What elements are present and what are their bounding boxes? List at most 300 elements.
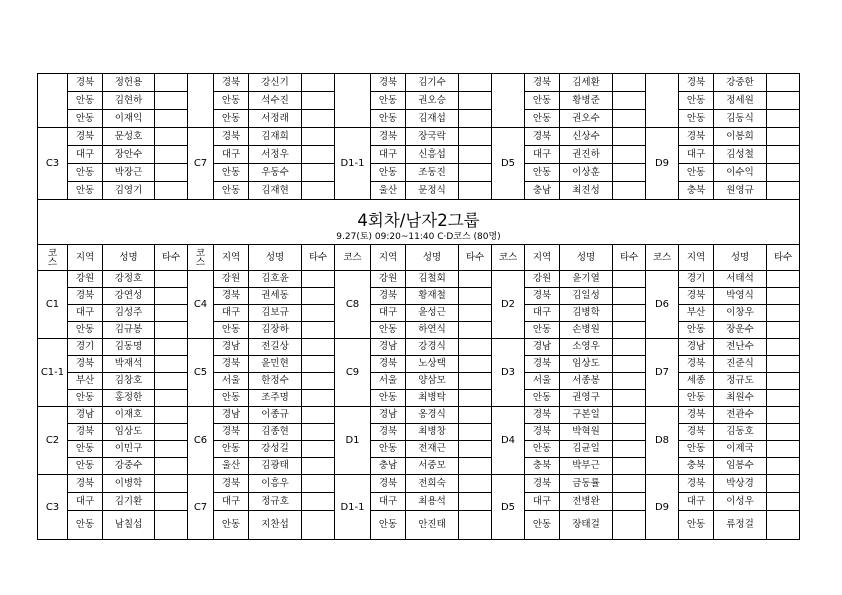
name-cell: 강연성 xyxy=(103,288,155,305)
score-cell[interactable] xyxy=(155,182,188,200)
column-header: 코스 xyxy=(335,245,371,271)
course-cell: D2 xyxy=(492,271,525,339)
region-cell: 안동 xyxy=(525,511,560,540)
score-cell[interactable] xyxy=(155,146,188,164)
region-cell: 안동 xyxy=(371,92,406,110)
name-cell: 홍정한 xyxy=(103,390,155,407)
course-cell: D9 xyxy=(646,475,679,540)
score-cell[interactable] xyxy=(613,475,646,493)
score-cell[interactable] xyxy=(302,322,335,339)
name-cell: 전재근 xyxy=(406,441,459,458)
score-cell[interactable] xyxy=(767,441,800,458)
name-cell: 서정래 xyxy=(249,110,302,128)
course-cell: D5 xyxy=(492,128,525,200)
region-cell: 경기 xyxy=(68,339,103,356)
region-cell: 경북 xyxy=(214,74,249,92)
score-cell[interactable] xyxy=(155,390,188,407)
score-cell[interactable] xyxy=(767,322,800,339)
name-cell: 최진성 xyxy=(560,182,613,200)
region-cell: 서울 xyxy=(371,373,406,390)
score-cell[interactable] xyxy=(613,74,646,92)
name-cell: 김세환 xyxy=(560,74,613,92)
name-cell: 전길상 xyxy=(249,339,302,356)
score-cell[interactable] xyxy=(613,288,646,305)
course-cell: D5 xyxy=(492,475,525,540)
region-cell: 대구 xyxy=(371,493,406,511)
region-cell: 서울 xyxy=(214,373,249,390)
score-cell[interactable] xyxy=(459,110,492,128)
score-cell[interactable] xyxy=(302,164,335,182)
region-cell: 안동 xyxy=(214,164,249,182)
course-cell: D9 xyxy=(646,128,679,200)
score-cell[interactable] xyxy=(302,110,335,128)
name-cell: 김일성 xyxy=(560,288,613,305)
region-cell: 안동 xyxy=(214,182,249,200)
region-cell: 안동 xyxy=(679,441,714,458)
region-cell: 경북 xyxy=(679,407,714,424)
score-cell[interactable] xyxy=(613,182,646,200)
score-cell[interactable] xyxy=(613,511,646,540)
score-cell[interactable] xyxy=(459,475,492,493)
region-cell: 충북 xyxy=(525,458,560,475)
name-cell: 김균일 xyxy=(560,441,613,458)
region-cell: 대구 xyxy=(371,146,406,164)
course-cell: C1-1 xyxy=(38,339,68,407)
score-cell[interactable] xyxy=(302,511,335,540)
score-cell[interactable] xyxy=(459,458,492,475)
score-cell[interactable] xyxy=(155,74,188,92)
region-cell: 대구 xyxy=(214,305,249,322)
score-cell[interactable] xyxy=(302,74,335,92)
score-cell[interactable] xyxy=(459,322,492,339)
table-row xyxy=(38,164,800,182)
score-cell[interactable] xyxy=(459,441,492,458)
score-cell[interactable] xyxy=(767,164,800,182)
column-header: 성명 xyxy=(560,245,613,271)
region-cell: 안동 xyxy=(68,92,103,110)
score-cell[interactable] xyxy=(302,288,335,305)
name-cell: 강중수 xyxy=(103,458,155,475)
score-cell[interactable] xyxy=(613,339,646,356)
name-cell: 장국락 xyxy=(406,128,459,146)
score-cell[interactable] xyxy=(613,322,646,339)
region-cell: 안동 xyxy=(525,390,560,407)
region-cell: 안동 xyxy=(679,92,714,110)
course-cell xyxy=(492,74,525,128)
score-cell[interactable] xyxy=(302,373,335,390)
score-cell[interactable] xyxy=(155,110,188,128)
region-cell: 안동 xyxy=(214,92,249,110)
name-cell: 황병준 xyxy=(560,92,613,110)
score-cell[interactable] xyxy=(155,271,188,288)
region-cell: 경기 xyxy=(679,271,714,288)
name-cell: 김기환 xyxy=(103,493,155,511)
region-cell: 대구 xyxy=(68,305,103,322)
score-cell[interactable] xyxy=(302,493,335,511)
table-row xyxy=(38,407,800,424)
name-cell: 손병원 xyxy=(560,322,613,339)
name-cell: 조주명 xyxy=(249,390,302,407)
region-cell: 안동 xyxy=(214,441,249,458)
table-row xyxy=(38,110,800,128)
score-cell[interactable] xyxy=(767,424,800,441)
region-cell: 안동 xyxy=(68,390,103,407)
region-cell: 경남 xyxy=(214,407,249,424)
session-info: 9.27(토) 09:20~11:40 C·D코스 (80명) xyxy=(38,231,800,245)
region-cell: 경북 xyxy=(68,288,103,305)
score-cell[interactable] xyxy=(302,271,335,288)
score-cell[interactable] xyxy=(459,339,492,356)
region-cell: 경북 xyxy=(68,424,103,441)
score-cell[interactable] xyxy=(459,305,492,322)
name-cell: 김성주 xyxy=(103,305,155,322)
table-row xyxy=(38,373,800,390)
region-cell: 안동 xyxy=(68,441,103,458)
region-cell: 경북 xyxy=(679,128,714,146)
score-cell[interactable] xyxy=(767,288,800,305)
name-cell: 류정걸 xyxy=(714,511,767,540)
score-cell[interactable] xyxy=(459,288,492,305)
score-cell[interactable] xyxy=(459,407,492,424)
name-cell: 전관수 xyxy=(714,407,767,424)
score-cell[interactable] xyxy=(767,110,800,128)
region-cell: 안동 xyxy=(525,164,560,182)
score-cell[interactable] xyxy=(155,493,188,511)
course-cell: C4 xyxy=(188,271,214,339)
region-cell: 대구 xyxy=(679,146,714,164)
region-cell: 안동 xyxy=(371,322,406,339)
region-cell: 경북 xyxy=(525,356,560,373)
region-cell: 대구 xyxy=(525,493,560,511)
region-cell: 경북 xyxy=(525,288,560,305)
course-cell: D1-1 xyxy=(335,475,371,540)
score-cell[interactable] xyxy=(767,493,800,511)
region-cell: 경북 xyxy=(371,475,406,493)
score-cell[interactable] xyxy=(767,511,800,540)
name-cell: 신흥섭 xyxy=(406,146,459,164)
name-cell: 권오수 xyxy=(560,110,613,128)
region-cell: 안동 xyxy=(214,110,249,128)
score-cell[interactable] xyxy=(613,373,646,390)
score-cell[interactable] xyxy=(459,182,492,200)
column-header: 타수 xyxy=(613,245,646,271)
region-cell: 경북 xyxy=(679,356,714,373)
score-cell[interactable] xyxy=(613,424,646,441)
score-cell[interactable] xyxy=(155,305,188,322)
score-cell[interactable] xyxy=(767,182,800,200)
region-cell: 경북 xyxy=(214,128,249,146)
name-cell: 박장근 xyxy=(103,164,155,182)
score-cell[interactable] xyxy=(459,511,492,540)
score-cell[interactable] xyxy=(459,356,492,373)
region-cell: 경북 xyxy=(525,407,560,424)
score-cell[interactable] xyxy=(613,305,646,322)
course-cell: C2 xyxy=(38,407,68,475)
region-cell: 대구 xyxy=(68,493,103,511)
name-cell: 신상수 xyxy=(560,128,613,146)
region-cell: 대구 xyxy=(68,146,103,164)
score-cell[interactable] xyxy=(613,146,646,164)
score-cell[interactable] xyxy=(459,128,492,146)
region-cell: 세종 xyxy=(679,373,714,390)
score-cell[interactable] xyxy=(155,373,188,390)
table-row xyxy=(38,339,800,356)
region-cell: 경남 xyxy=(371,339,406,356)
name-cell: 이상훈 xyxy=(560,164,613,182)
region-cell: 안동 xyxy=(371,164,406,182)
score-cell[interactable] xyxy=(767,373,800,390)
region-cell: 강원 xyxy=(525,271,560,288)
score-cell[interactable] xyxy=(155,128,188,146)
region-cell: 대구 xyxy=(214,493,249,511)
score-cell[interactable] xyxy=(767,390,800,407)
column-header: 성명 xyxy=(714,245,767,271)
score-cell[interactable] xyxy=(302,305,335,322)
score-cell[interactable] xyxy=(155,322,188,339)
score-cell[interactable] xyxy=(302,475,335,493)
score-cell[interactable] xyxy=(155,458,188,475)
course-cell: D4 xyxy=(492,407,525,475)
name-cell: 정세원 xyxy=(714,92,767,110)
column-header: 성명 xyxy=(103,245,155,271)
score-cell[interactable] xyxy=(767,305,800,322)
name-cell: 문정식 xyxy=(406,182,459,200)
score-cell[interactable] xyxy=(459,373,492,390)
course-cell xyxy=(38,74,68,128)
score-cell[interactable] xyxy=(459,390,492,407)
name-cell: 장태걸 xyxy=(560,511,613,540)
name-cell: 김재현 xyxy=(249,182,302,200)
column-header: 코스 xyxy=(38,245,68,271)
score-cell[interactable] xyxy=(459,146,492,164)
course-cell: C9 xyxy=(335,339,371,407)
table-row xyxy=(38,475,800,493)
score-cell[interactable] xyxy=(155,407,188,424)
name-cell: 이재익 xyxy=(103,110,155,128)
name-cell: 하연식 xyxy=(406,322,459,339)
name-cell: 윤민현 xyxy=(249,356,302,373)
region-cell: 안동 xyxy=(68,322,103,339)
score-cell[interactable] xyxy=(613,92,646,110)
name-cell: 권오승 xyxy=(406,92,459,110)
region-cell: 강원 xyxy=(68,271,103,288)
region-cell: 경북 xyxy=(214,475,249,493)
score-cell[interactable] xyxy=(767,74,800,92)
table-row xyxy=(38,322,800,339)
name-cell: 김영기 xyxy=(103,182,155,200)
name-cell: 소영우 xyxy=(560,339,613,356)
score-cell[interactable] xyxy=(613,441,646,458)
score-cell[interactable] xyxy=(767,271,800,288)
name-cell: 윤기열 xyxy=(560,271,613,288)
region-cell: 대구 xyxy=(525,146,560,164)
name-cell: 진준식 xyxy=(714,356,767,373)
table-row xyxy=(38,493,800,511)
table-row xyxy=(38,511,800,540)
score-cell[interactable] xyxy=(459,271,492,288)
header-row xyxy=(38,245,800,271)
region-cell: 경남 xyxy=(371,407,406,424)
score-cell[interactable] xyxy=(155,356,188,373)
column-header: 지역 xyxy=(68,245,103,271)
table-row xyxy=(38,128,800,146)
score-cell[interactable] xyxy=(155,441,188,458)
column-header: 지역 xyxy=(371,245,406,271)
name-cell: 이민구 xyxy=(103,441,155,458)
region-cell: 경북 xyxy=(525,475,560,493)
column-header: 코스 xyxy=(188,245,214,271)
score-cell[interactable] xyxy=(302,92,335,110)
score-cell[interactable] xyxy=(302,356,335,373)
name-cell: 금동률 xyxy=(560,475,613,493)
table-row xyxy=(38,92,800,110)
region-cell: 경북 xyxy=(679,475,714,493)
score-cell[interactable] xyxy=(302,182,335,200)
score-cell[interactable] xyxy=(613,407,646,424)
name-cell: 김광태 xyxy=(249,458,302,475)
region-cell: 부산 xyxy=(679,305,714,322)
name-cell: 이수익 xyxy=(714,164,767,182)
name-cell: 권영구 xyxy=(560,390,613,407)
score-cell[interactable] xyxy=(302,339,335,356)
score-cell[interactable] xyxy=(155,92,188,110)
score-cell[interactable] xyxy=(302,407,335,424)
score-cell[interactable] xyxy=(459,493,492,511)
score-cell[interactable] xyxy=(459,92,492,110)
region-cell: 강원 xyxy=(371,271,406,288)
score-cell[interactable] xyxy=(767,407,800,424)
region-cell: 안동 xyxy=(679,164,714,182)
name-cell: 박상경 xyxy=(714,475,767,493)
score-cell[interactable] xyxy=(613,164,646,182)
score-cell[interactable] xyxy=(613,458,646,475)
name-cell: 장운수 xyxy=(714,322,767,339)
course-cell: D1 xyxy=(335,407,371,475)
region-cell: 안동 xyxy=(525,110,560,128)
table-row xyxy=(38,271,800,288)
name-cell: 박재석 xyxy=(103,356,155,373)
score-cell[interactable] xyxy=(767,128,800,146)
name-cell: 김호윤 xyxy=(249,271,302,288)
name-cell: 김성철 xyxy=(714,146,767,164)
name-cell: 김규봉 xyxy=(103,322,155,339)
column-header: 지역 xyxy=(214,245,249,271)
score-cell[interactable] xyxy=(767,146,800,164)
score-cell[interactable] xyxy=(155,164,188,182)
table-row xyxy=(38,182,800,200)
score-cell[interactable] xyxy=(767,356,800,373)
region-cell: 강원 xyxy=(214,271,249,288)
table-row xyxy=(38,74,800,92)
score-cell[interactable] xyxy=(613,110,646,128)
score-cell[interactable] xyxy=(767,339,800,356)
table-row xyxy=(38,146,800,164)
table-row xyxy=(38,356,800,373)
region-cell: 경북 xyxy=(68,74,103,92)
region-cell: 경북 xyxy=(214,288,249,305)
score-cell[interactable] xyxy=(155,288,188,305)
name-cell: 이제국 xyxy=(714,441,767,458)
column-header: 지역 xyxy=(679,245,714,271)
column-header: 지역 xyxy=(525,245,560,271)
score-cell[interactable] xyxy=(459,424,492,441)
score-cell[interactable] xyxy=(613,493,646,511)
name-cell: 권세동 xyxy=(249,288,302,305)
name-cell: 양삼모 xyxy=(406,373,459,390)
score-cell[interactable] xyxy=(302,146,335,164)
score-cell[interactable] xyxy=(302,128,335,146)
course-cell: D3 xyxy=(492,339,525,407)
name-cell: 김병학 xyxy=(560,305,613,322)
course-cell: C6 xyxy=(188,407,214,475)
region-cell: 경북 xyxy=(679,74,714,92)
name-cell: 최병창 xyxy=(406,424,459,441)
name-cell: 김창호 xyxy=(103,373,155,390)
name-cell: 지찬섭 xyxy=(249,511,302,540)
name-cell: 정헌용 xyxy=(103,74,155,92)
score-cell[interactable] xyxy=(155,424,188,441)
course-cell: D7 xyxy=(646,339,679,407)
table-row xyxy=(38,441,800,458)
table-row xyxy=(38,390,800,407)
name-cell: 정규도 xyxy=(714,373,767,390)
score-cell[interactable] xyxy=(302,390,335,407)
score-cell[interactable] xyxy=(459,74,492,92)
score-cell[interactable] xyxy=(302,441,335,458)
column-header: 타수 xyxy=(459,245,492,271)
region-cell: 안동 xyxy=(68,110,103,128)
region-cell: 울산 xyxy=(371,182,406,200)
name-cell: 윤성근 xyxy=(406,305,459,322)
course-cell: D8 xyxy=(646,407,679,475)
name-cell: 김종현 xyxy=(249,424,302,441)
name-cell: 김동명 xyxy=(103,339,155,356)
region-cell: 경북 xyxy=(525,424,560,441)
name-cell: 권진하 xyxy=(560,146,613,164)
name-cell: 박영식 xyxy=(714,288,767,305)
region-cell: 안동 xyxy=(68,164,103,182)
column-header: 타수 xyxy=(767,245,800,271)
score-cell[interactable] xyxy=(613,128,646,146)
name-cell: 우동수 xyxy=(249,164,302,182)
region-cell: 안동 xyxy=(371,511,406,540)
name-cell: 강중한 xyxy=(714,74,767,92)
score-cell[interactable] xyxy=(767,458,800,475)
name-cell: 최병탁 xyxy=(406,390,459,407)
region-cell: 경북 xyxy=(371,356,406,373)
region-cell: 경북 xyxy=(214,356,249,373)
score-cell[interactable] xyxy=(155,475,188,493)
score-cell[interactable] xyxy=(613,356,646,373)
score-cell[interactable] xyxy=(302,458,335,475)
score-cell[interactable] xyxy=(613,271,646,288)
score-cell[interactable] xyxy=(767,475,800,493)
name-cell: 김보규 xyxy=(249,305,302,322)
course-cell: D1-1 xyxy=(335,128,371,200)
region-cell: 경남 xyxy=(679,339,714,356)
score-cell[interactable] xyxy=(155,339,188,356)
region-cell: 대구 xyxy=(525,305,560,322)
region-cell: 경북 xyxy=(68,356,103,373)
name-cell: 김현하 xyxy=(103,92,155,110)
score-cell[interactable] xyxy=(155,511,188,540)
column-header: 타수 xyxy=(155,245,188,271)
score-cell[interactable] xyxy=(613,390,646,407)
score-cell[interactable] xyxy=(459,164,492,182)
score-cell[interactable] xyxy=(767,92,800,110)
score-cell[interactable] xyxy=(302,424,335,441)
name-cell: 김기수 xyxy=(406,74,459,92)
